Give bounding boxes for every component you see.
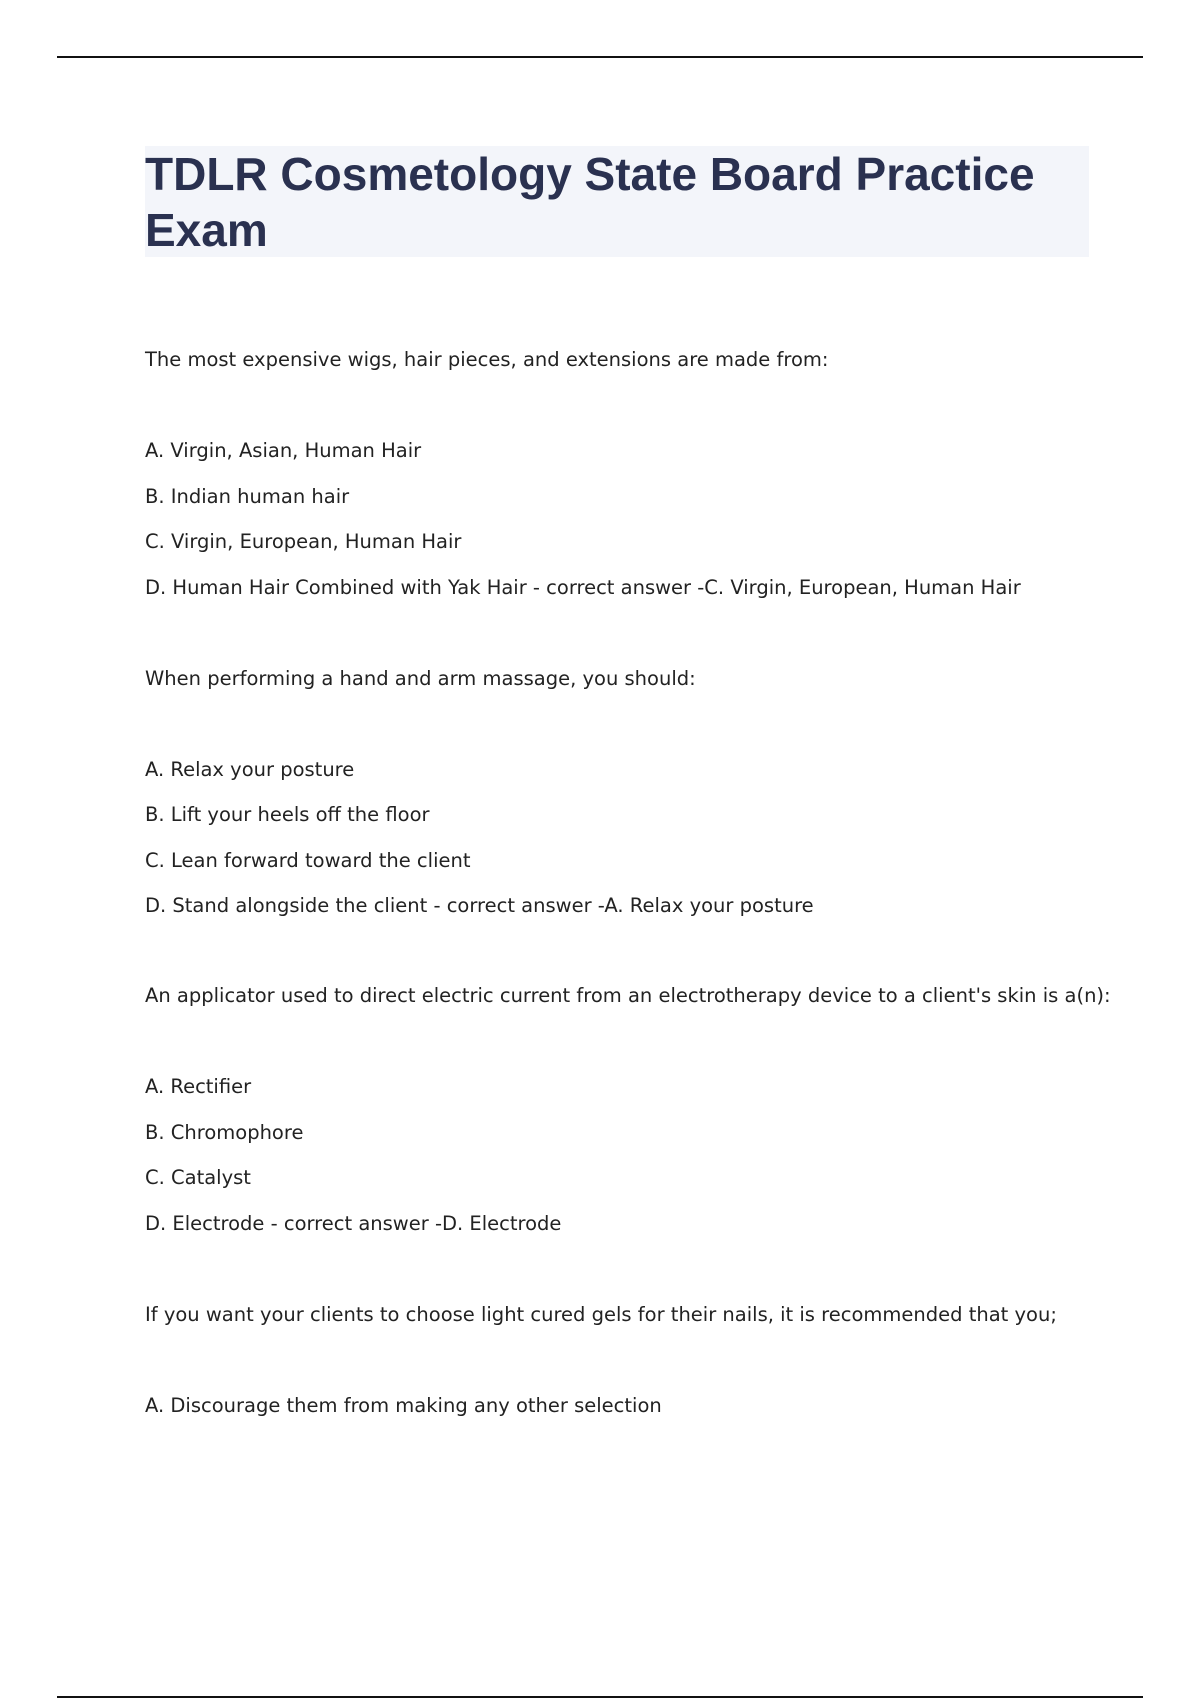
- title-banner: [145, 146, 1089, 257]
- question-4-option-a: A. Discourage them from making any other selection: [145, 1394, 662, 1417]
- top-rule: [57, 56, 1143, 58]
- question-3-option-a: A. Rectifier: [145, 1075, 252, 1098]
- question-1-prompt: The most expensive wigs, hair pieces, and extensions are made from:: [145, 348, 829, 371]
- question-1-option-d: D. Human Hair Combined with Yak Hair - correct answer -C. Virgin, European, Human Hair: [145, 576, 1021, 599]
- question-2-option-b: B. Lift your heels off the floor: [145, 803, 430, 826]
- question-3-option-c: C. Catalyst: [145, 1166, 251, 1189]
- question-4-prompt: If you want your clients to choose light cured gels for their nails, it is recommended that you;: [145, 1303, 1057, 1326]
- question-2-option-d: D. Stand alongside the client - correct answer -A. Relax your posture: [145, 894, 814, 917]
- question-2-prompt: When performing a hand and arm massage, you should:: [145, 667, 696, 690]
- question-2-option-a: A. Relax your posture: [145, 758, 355, 781]
- question-1-option-c: C. Virgin, European, Human Hair: [145, 530, 462, 553]
- page-title: TDLR Cosmetology State Board Practice Exam: [145, 148, 1035, 256]
- question-3-option-d: D. Electrode - correct answer -D. Electrode: [145, 1212, 562, 1235]
- question-3-option-b: B. Chromophore: [145, 1121, 304, 1144]
- question-1-option-a: A. Virgin, Asian, Human Hair: [145, 439, 422, 462]
- question-2-option-c: C. Lean forward toward the client: [145, 849, 471, 872]
- question-1-option-b: B. Indian human hair: [145, 485, 350, 508]
- bottom-rule: [57, 1696, 1143, 1698]
- question-3-prompt: An applicator used to direct electric current from an electrotherapy device to a client's skin is a(n):: [145, 984, 1111, 1007]
